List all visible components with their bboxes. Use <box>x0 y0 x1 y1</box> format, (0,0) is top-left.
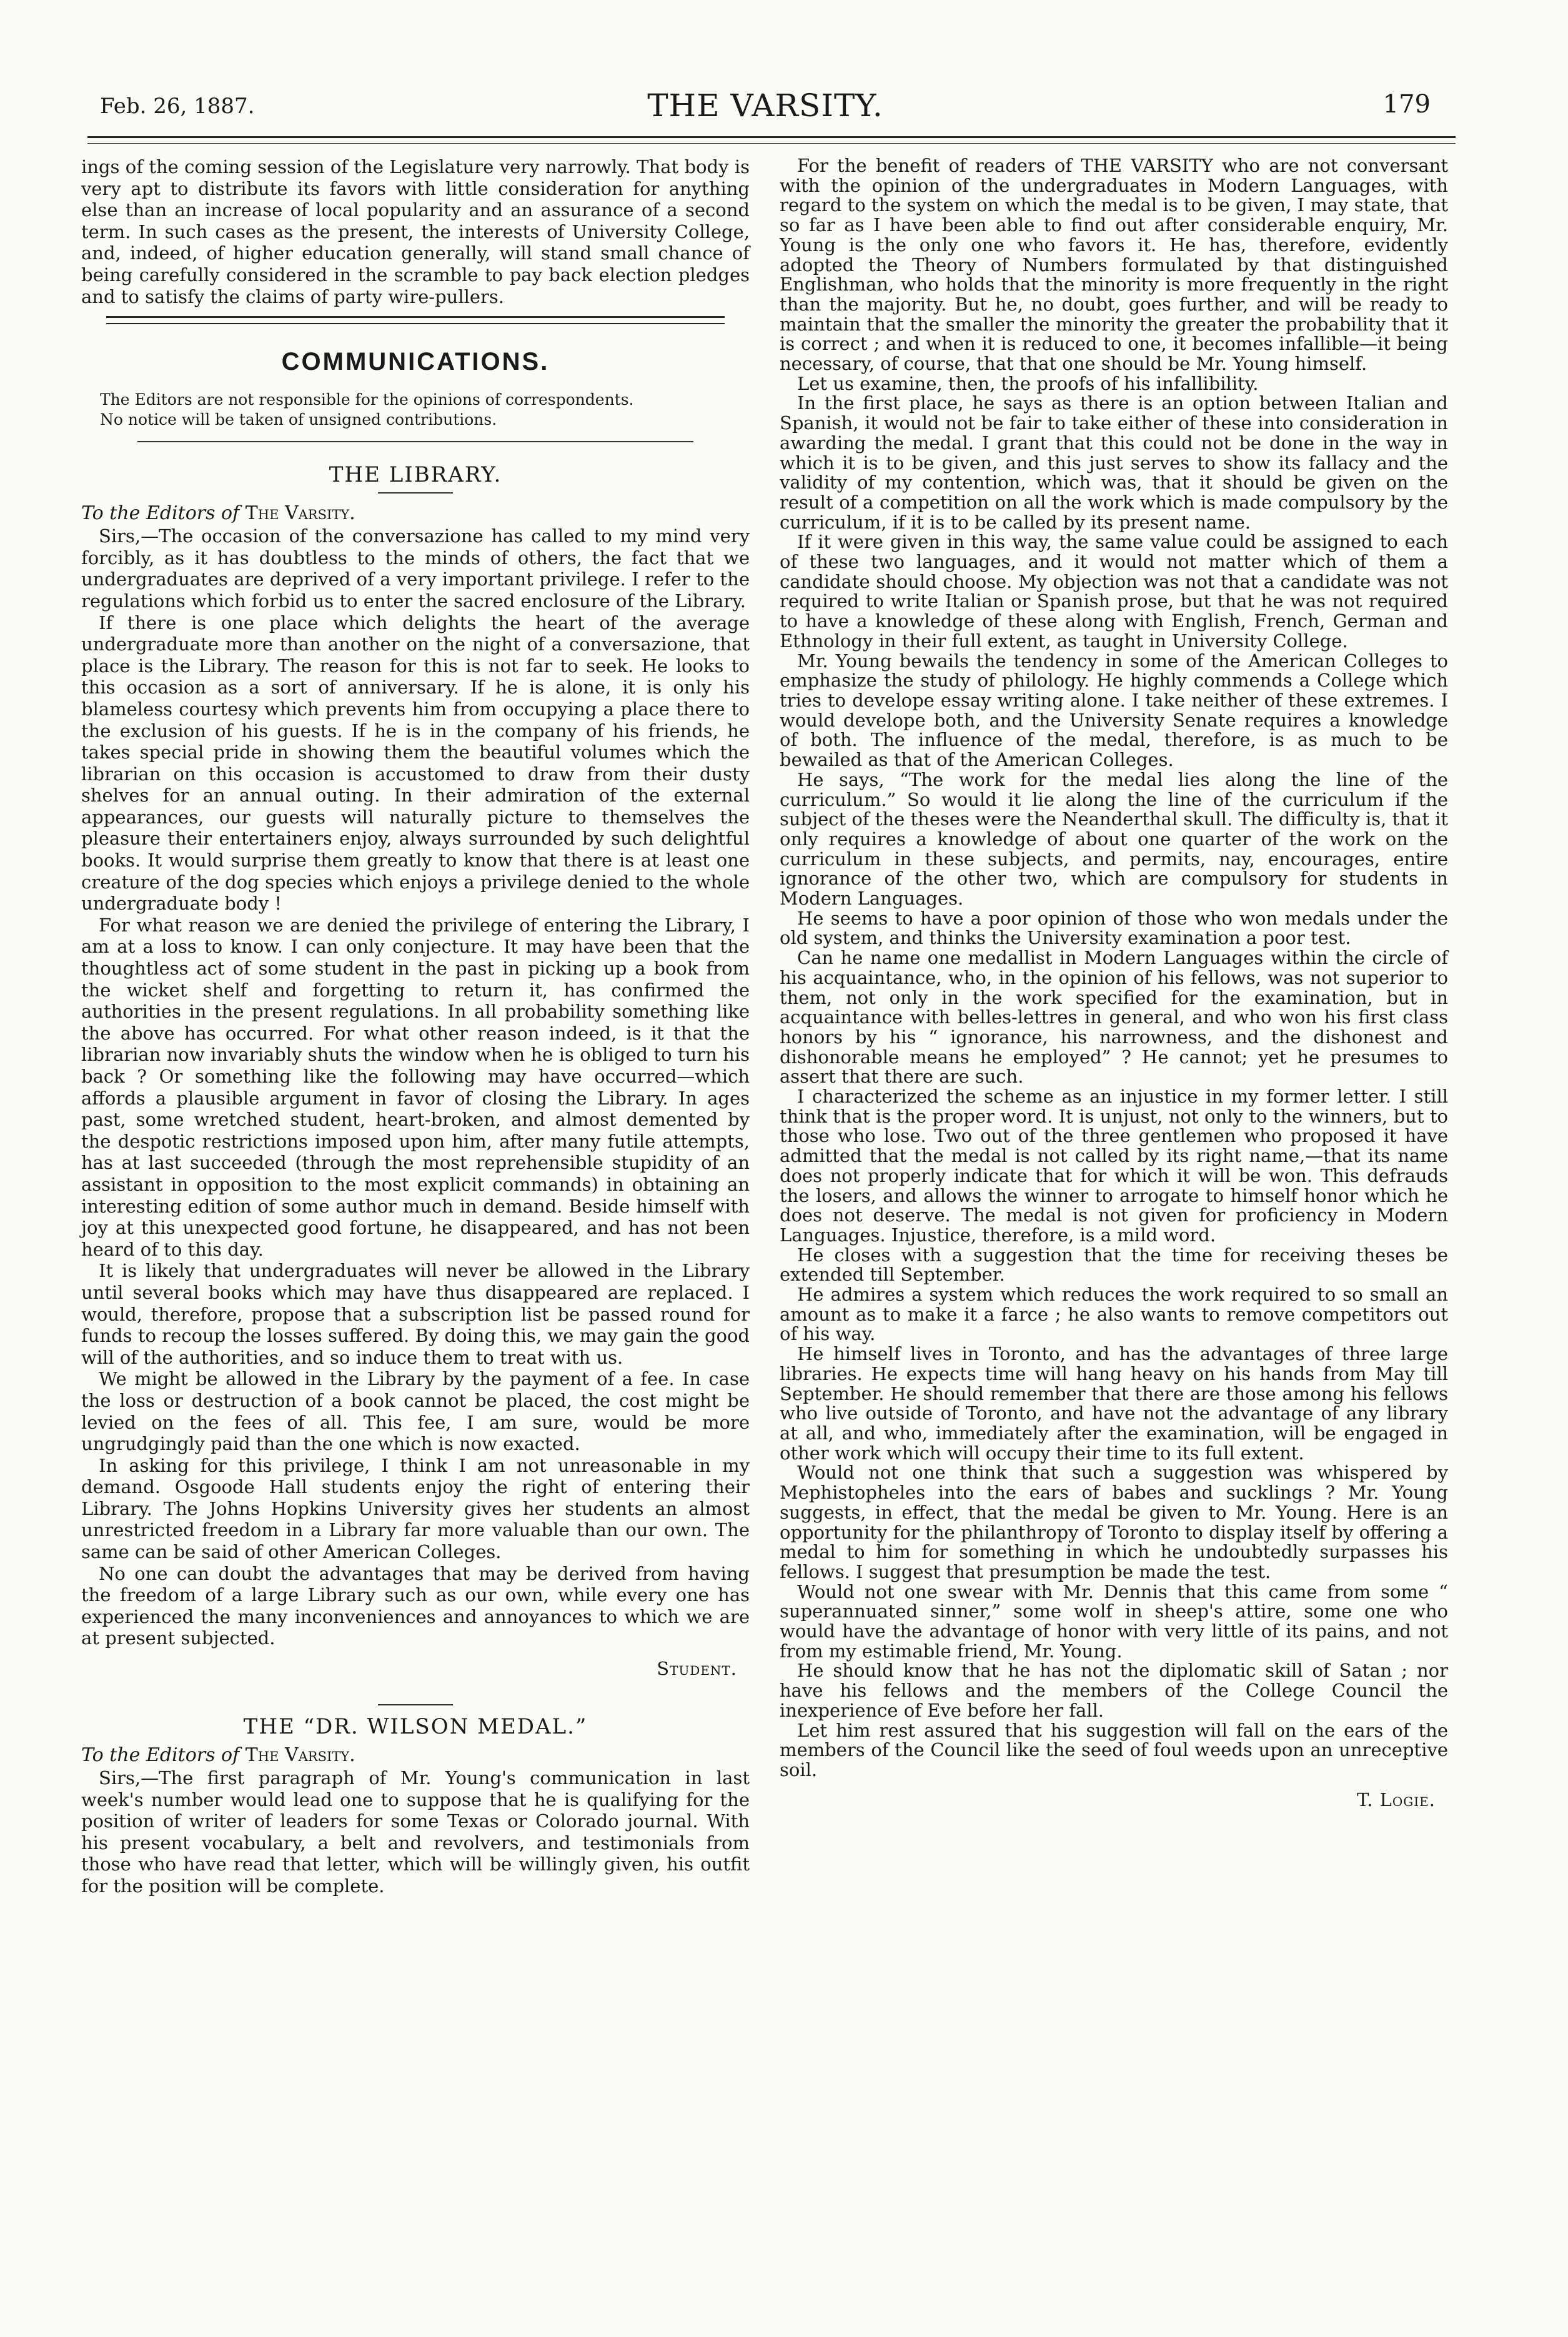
medal-article-title: THE “DR. WILSON MEDAL.” <box>243 1714 588 1740</box>
library-article-title: THE LIBRARY. <box>329 462 502 488</box>
medal-salutation <box>81 1744 750 1766</box>
letter-paragraph: For the benefit of readers of THE VARSITY who are not conversant with the opinion of the undergraduates in Modern Languages, with regard to the system on which the medal is to be given, I may state, that so far as I have been able to find out after considerable enquiry, Mr. Young is the only one who favors it. He has, therefore, evidently adopted the Theory of Numbers formulated by that distinguished Englishman, who holds that the minority is more frequently in the right than the majority. But he, no doubt, goes further, and will be ready to maintain that the smaller the minority the greater the probability that it is correct ; and when it is reduced to one, it becomes infallible—it being necessary, of course, that that one should be Mr. Young himself. <box>780 155 1448 375</box>
letter-paragraph: He admires a system which reduces the work required to so small an amount as to make it a farce ; he also wants to remove competitors out of his way. <box>780 1284 1448 1345</box>
salutation-paper: The Varsity. <box>245 1744 355 1767</box>
letter-paragraph: If it were given in this way, the same value could be assigned to each of these two languages, and it would not matter which of them a candidate should choose. My objection was not that a candidate was not required to write Italian or Spanish prose, but that he was not required to have a knowledge of these along with English, French, German and Ethnology in their full extent, as taught in University College. <box>780 531 1448 652</box>
library-salutation <box>81 502 750 524</box>
letter-paragraph: In the first place, he says as there is an option between Italian and Spanish, it would not be fair to take either of these into consideration in awarding the medal. I grant that this could not be done in the way in which it is to be given, and this just serves to show its fallacy and the validity of my contention, which was, that it should be given on the result of a competition on all the work which is made compulsory by the curriculum, if it is to be called by its present name. <box>780 392 1448 533</box>
letter-paragraph: He closes with a suggestion that the time for receiving theses be extended till September. <box>780 1244 1448 1286</box>
right-column <box>780 156 1448 1810</box>
medal-paragraph: Sirs,—The first paragraph of Mr. Young's communication in last week's number would lead one to suppose that he is qualifying for the position of writer of leaders for some Texas or Colorado journal. With his present vocabulary, a belt and revolvers, and testimonials from those who have read that letter, which will be willingly given, his outfit for the position will be complete. <box>81 1767 750 1897</box>
header-rule <box>87 136 1456 144</box>
editor-notice: No notice will be taken of unsigned contributions. <box>100 410 497 429</box>
letter-paragraph: He says, “The work for the medal lies along the line of the curriculum.” So would it lie along the line of the curriculum if the subject of the theses were the Neanderthal skull. The difficulty is, that it only requires a knowledge of about one quarter of the work on the curriculum in these subjects, and permits, nay, encourages, entire ignorance of the other two, which are compulsory for students in Modern Languages. <box>780 768 1448 910</box>
editor-notice: The Editors are not responsible for the opinions of correspondents. <box>100 390 634 409</box>
communications-heading: COMMUNICATIONS. <box>281 348 550 376</box>
letter-signature: T. Logie. <box>1357 1789 1436 1810</box>
title-rule <box>378 492 453 494</box>
letter-paragraph: Would not one think that such a suggestion was whispered by Mephistopheles into the ears of babes and sucklings ? Mr. Young suggests, in effect, that the medal be given to Mr. Young. Here is an opportunity for the philanthropy of Toronto to display itself by offering a medal to him for something in which he undoubtedly surpasses his fellows. I suggest that presumption be made the test. <box>780 1462 1448 1582</box>
library-signature: Student. <box>657 1658 737 1680</box>
letter-paragraph: He himself lives in Toronto, and has the advantages of three large libraries. He expects time will hang heavy on his hands from May till September. He should remember that there are those among his fellows who live outside of Toronto, and have not the advantage of any library at all, and who, immediately after the examination, will be engaged in other work which will occupy their time to its full extent. <box>780 1343 1448 1464</box>
masthead-title: THE VARSITY. <box>647 87 883 124</box>
editorial-continuation: ings of the coming session of the Legislature very narrowly. That body is very apt to distribute its favors with little consideration for anything else than an increase of local popularity and an assurance of a second term. In such cases as the present, the interests of University College, and, indeed, of higher education generally, will stand small chance of being carefully considered in the scramble to pay back election pledges and to satisfy the claims of party wire-pullers. <box>81 156 750 307</box>
left-column <box>81 156 750 1897</box>
letter-paragraph: Let him rest assured that his suggestion will fall on the ears of the members of the Council like the seed of foul weeds upon an unreceptive soil. <box>780 1719 1448 1780</box>
running-head <box>87 87 1443 137</box>
letter-paragraph: Would not one swear with Mr. Dennis that this came from some “ superannuated sinner,” some wolf in sheep's attire, some one who would have the advantage of honor with very little of its pains, and not from my estimable friend, Mr. Young. <box>780 1580 1448 1662</box>
letter-paragraph: He should know that he has not the diplomatic skill of Satan ; nor have his fellows and the members of the College Council the inexperience of Eve before her fall. <box>780 1660 1448 1721</box>
article-divider <box>378 1704 453 1705</box>
library-paragraph: If there is one place which delights the heart of the average undergraduate more than another on the night of a conversazione, that place is the Library. The reason for this is not far to seek. He looks to this occasion as a sort of anniversary. If he is alone, it is only his blameless courtesy which prevents him from occupying a place there to the exclusion of his guests. If he is in the company of his friends, he takes special pride in showing them the beautiful volumes which the librarian on this occasion is accustomed to draw from their dusty shelves for an annual outing. In their admiration of the external appearances, our guests will naturally picture to themselves the pleasure their entertainers enjoy, always surrounded by such delightful books. It would surprise them greatly to know that there is at least one creature of the dog species which enjoys a privilege denied to the whole undergraduate body ! <box>81 612 750 915</box>
salutation-prefix: To the Editors of <box>81 1744 240 1767</box>
issue-date: Feb. 26, 1887. <box>100 94 255 119</box>
library-paragraph: We might be allowed in the Library by the payment of a fee. In case the loss or destruction of a book cannot be placed, the cost might be levied on the fees of all. This fee, I am sure, would be more ungrudgingly paid than the one which is now exacted. <box>81 1368 750 1455</box>
notice-divider <box>137 441 693 442</box>
salutation-prefix: To the Editors of <box>81 502 240 525</box>
letter-paragraph: Mr. Young bewails the tendency in some of the American Colleges to emphasize the study of philology. He highly commends a College which tries to develope essay writing alone. I take neither of these extremes. I would develope both, and the University Senate requires a knowledge of both. The influence of the medal, therefore, is as much to be bewailed as that of the American Colleges. <box>780 650 1448 771</box>
library-paragraph: It is likely that undergraduates will never be allowed in the Library until several books which may have thus disappeared are replaced. I would, therefore, propose that a subscription list be passed round for funds to recoup the losses suffered. By doing this, we may gain the good will of the authorities, and so induce them to treat with us. <box>81 1260 750 1368</box>
library-paragraph: No one can doubt the advantages that may be derived from having the freedom of a large Library such as our own, while every one has experienced the many inconveniences and annoyances to which we are at present subjected. <box>81 1562 750 1649</box>
library-paragraph: Sirs,—The occasion of the conversazione has called to my mind very forcibly, as it has doubtless to the minds of others, the fact that we undergraduates are deprived of a very important privilege. I refer to the regulations which forbid us to enter the sacred enclosure of the Library. <box>81 525 750 612</box>
library-paragraph: In asking for this privilege, I think I am not unreasonable in my demand. Osgoode Hall students enjoy the right of entering their Library. The Johns Hopkins University gives her students an almost unrestricted freedom in a Library far more valuable than our own. The same can be said of other American Colleges. <box>81 1454 750 1563</box>
salutation-paper: The Varsity. <box>245 502 355 525</box>
letter-paragraph: He seems to have a poor opinion of those who won medals under the old system, and thinks the University examination a poor test. <box>780 907 1448 949</box>
letter-paragraph: Let us examine, then, the proofs of his infallibility. <box>797 372 1259 394</box>
section-divider <box>106 316 725 324</box>
letter-paragraph: I characterized the scheme as an injustice in my former letter. I still think that is the proper word. It is unjust, not only to the winners, but to those who lose. Two out of the three gentlemen who proposed it have admitted that the medal is not called by its right name,—that its name does not properly indicate that for which it will be won. This defrauds the losers, and allows the winner to arrogate to himself honor which he does not deserve. The medal is not given for proficiency in Modern Languages. Injustice, therefore, is a mild word. <box>780 1086 1448 1246</box>
library-paragraph: For what reason we are denied the privilege of entering the Library, I am at a loss to know. I can only conjecture. It may have been that the thoughtless act of some student in the past in picking up a book from the wicket shelf and forgetting to return it, has confirmed the authorities in the present regulations. In all probability something like the above has occurred. For what other reason indeed, is it that the librarian now invariably shuts the window when he is obliged to turn his back ? Or something like the following may have occurred—which affords a plausible argument in favor of closing the Library. In ages past, some wretched student, heart-broken, and almost demented by the despotic restrictions imposed upon him, after many futile attempts, has at last succeeded (through the most reprehensible stupidity of an assistant in opposition to the most explicit commands) in obtaining an interesting edition of some author much in demand. Beside himself with joy at this unexpected good fortune, he disappeared, and has not been heard of to this day. <box>81 914 750 1260</box>
page-number: 179 <box>1382 90 1431 119</box>
letter-paragraph: Can he name one medallist in Modern Languages within the circle of his acquaintance, who, in the opinion of his fellows, was not superior to them, not only in the work specified for the examination, but in acquaintance with belles-lettres in general, and who won his first class honors by his “ ignorance, his narrowness, and the dishonest and dishonorable means he employed” ? He cannot; yet he presumes to assert that there are such. <box>780 947 1448 1088</box>
